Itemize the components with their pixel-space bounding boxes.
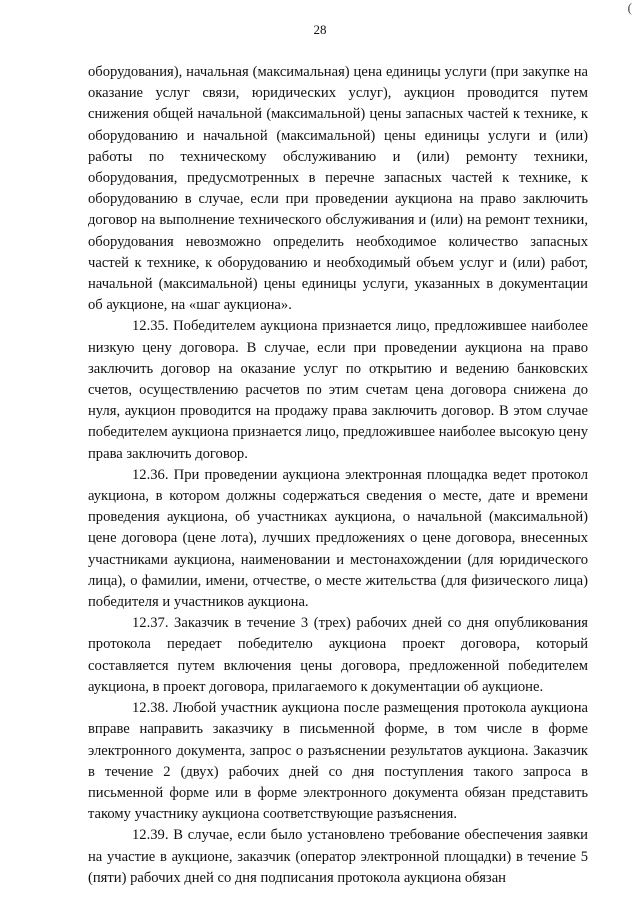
paragraph-12-38: 12.38. Любой участник аукциона после размещения протокола аукциона вправе направить заказчику в письменной форме, в том числе в форме электронного документа, запрос о разъяснении результатов аукциона. Заказчик в течение 2 (двух) рабочих дней со дня поступления такого запроса в письменной форме или в форме электронного документа обязан представить такому участнику аукциона соответствующие разъяснения. — [88, 700, 588, 823]
paragraph-12-39: 12.39. В случае, если было установлено требование обеспечения заявки на участие в аукционе, заказчик (оператор электронной площадки) в течение 5 (пяти) рабочих дней со дня подписания протокола аукциона обязан — [88, 827, 588, 886]
document-body — [88, 62, 588, 889]
page-number: 28 — [313, 22, 327, 37]
paragraph-12-35: 12.35. Победителем аукциона признается лицо, предложившее наиболее низкую цену договора. В случае, если при проведении аукциона на право заключить договор на оказание услуг по открытию и ведению банковских счетов, осуществлению расчетов по этим счетам цена договора снижена до нуля, аукцион проводится на продажу права заключить договор. В этом случае победителем аукциона признается лицо, предложившее наиболее высокую цену права заключить договор. — [88, 318, 588, 462]
paragraph-12-36: 12.36. При проведении аукциона электронная площадка ведет протокол аукциона, в котором должны содержаться сведения о месте, дате и времени проведения аукциона, об участниках аукциона, о начальной (максимальной) цене договора (цене лота), лучших предложениях о цене договора, внесенных участниками аукциона, наименовании и местонахождении (для юридического лица), о фамилии, имени, отчестве, о месте жительства (для физического лица) победителя и участников аукциона. — [88, 466, 588, 611]
paragraph-12-37: 12.37. Заказчик в течение 3 (трех) рабочих дней со дня опубликования протокола передает победителю аукциона проект договора, который составляется путем включения цены договора, предложенной победителем аукциона, в проект договора, прилагаемого к документации об аукционе. — [88, 615, 588, 695]
paragraph-continuation: оборудования), начальная (максимальная) цена единицы услуги (при закупке на оказание услуг связи, юридических услуг), аукцион проводится путем снижения общей начальной (максимальной) цены запасных частей к технике, к оборудованию и начальной (максимальной) цены единицы услуги и (или) работы по техническому обслуживанию и (или) ремонту техники, оборудования, предусмотренных в перечне запасных частей к технике, к оборудованию в случае, если при проведении аукциона на право заключить договор на выполнение технического обслуживания и (или) на ремонт техники, оборудования невозможно определить необходимое количество запасных частей к технике, к оборудованию и необходимый объем услуг и (или) работ, начальной (максимальной) цены единицы услуги, указанных в документации об аукционе, на «шаг аукциона». — [88, 64, 588, 314]
edge-mark: ( — [627, 0, 632, 15]
